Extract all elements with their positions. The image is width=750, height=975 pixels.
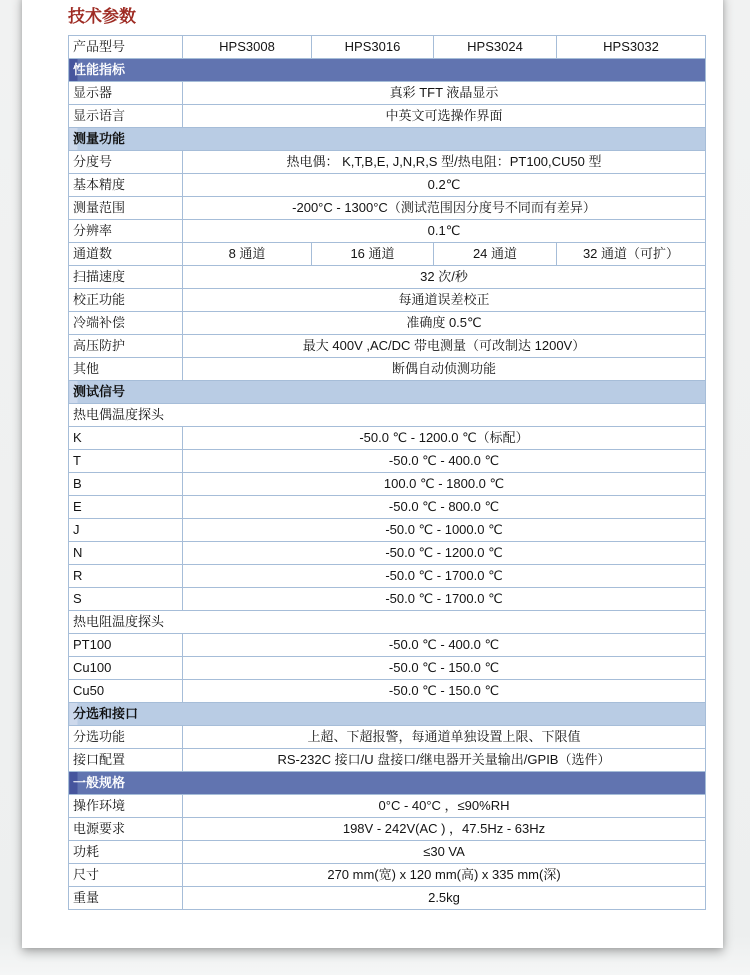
table-row: [69, 450, 706, 473]
model-cell: 8 通道: [183, 243, 312, 266]
table-row: [69, 220, 706, 243]
row-value: 270 mm(宽) x 120 mm(高) x 335 mm(深): [183, 864, 706, 887]
page-title: 技术参数: [68, 7, 136, 26]
table-row: [69, 427, 706, 450]
row-label: Cu50: [69, 680, 183, 703]
table-row: [69, 473, 706, 496]
table-row: [69, 82, 706, 105]
row-label: 产品型号: [69, 36, 183, 59]
row-value: -200°C - 1300°C（测试范围因分度号不同而有差异）: [183, 197, 706, 220]
row-label: J: [69, 519, 183, 542]
row-label: 重量: [69, 887, 183, 910]
row-value: -50.0 ℃ - 1200.0 ℃: [183, 542, 706, 565]
table-row: [69, 404, 706, 427]
table-row: [69, 818, 706, 841]
table-row: [69, 657, 706, 680]
table-row: [69, 59, 706, 82]
row-value: 0.1℃: [183, 220, 706, 243]
table-row: [69, 565, 706, 588]
row-value: 2.5kg: [183, 887, 706, 910]
table-row: [69, 749, 706, 772]
table-row: [69, 496, 706, 519]
row-value: -50.0 ℃ - 400.0 ℃: [183, 634, 706, 657]
table-row: [69, 289, 706, 312]
row-label: R: [69, 565, 183, 588]
table-row: [69, 680, 706, 703]
table-row: [69, 335, 706, 358]
table-row: [69, 519, 706, 542]
table-row: [69, 611, 706, 634]
table-row: [69, 243, 706, 266]
row-value: 100.0 ℃ - 1800.0 ℃: [183, 473, 706, 496]
table-row: [69, 358, 706, 381]
subsection-label: 热电偶温度探头: [69, 404, 706, 427]
row-label: T: [69, 450, 183, 473]
section-header: 分选和接口: [69, 703, 706, 726]
row-value: 最大 400V ,AC/DC 带电测量（可改制达 1200V）: [183, 335, 706, 358]
section-header: 测量功能: [69, 128, 706, 151]
document-page: [22, 0, 723, 948]
row-value: 198V - 242V(AC ) ，47.5Hz - 63Hz: [183, 818, 706, 841]
section-header: 一般规格: [69, 772, 706, 795]
table-row: [69, 128, 706, 151]
row-label: 高压防护: [69, 335, 183, 358]
row-label: Cu100: [69, 657, 183, 680]
table-row: [69, 887, 706, 910]
model-cell: 16 通道: [312, 243, 434, 266]
row-value: 中英文可选操作界面: [183, 105, 706, 128]
table-row: [69, 151, 706, 174]
row-label: 通道数: [69, 243, 183, 266]
row-value: -50.0 ℃ - 1000.0 ℃: [183, 519, 706, 542]
row-label: 分度号: [69, 151, 183, 174]
row-value: RS-232C 接口/U 盘接口/继电器开关量输出/GPIB（选件）: [183, 749, 706, 772]
row-value: 准确度 0.5℃: [183, 312, 706, 335]
row-label: E: [69, 496, 183, 519]
table-row: [69, 312, 706, 335]
model-cell: HPS3032: [557, 36, 706, 59]
row-label: S: [69, 588, 183, 611]
row-label: 分辨率: [69, 220, 183, 243]
row-value: 真彩 TFT 液晶显示: [183, 82, 706, 105]
table-row: [69, 841, 706, 864]
row-value: 断偶自动侦测功能: [183, 358, 706, 381]
row-label: 基本精度: [69, 174, 183, 197]
row-label: 显示语言: [69, 105, 183, 128]
row-value: -50.0 ℃ - 1700.0 ℃: [183, 588, 706, 611]
row-label: 接口配置: [69, 749, 183, 772]
spec-table: [68, 35, 706, 910]
table-row: [69, 772, 706, 795]
row-value: ≤30 VA: [183, 841, 706, 864]
model-cell: HPS3016: [312, 36, 434, 59]
row-label: B: [69, 473, 183, 496]
table-row: [69, 197, 706, 220]
row-label: 冷端补偿: [69, 312, 183, 335]
table-row: [69, 726, 706, 749]
row-value: -50.0 ℃ - 150.0 ℃: [183, 657, 706, 680]
row-value: 每通道误差校正: [183, 289, 706, 312]
row-value: -50.0 ℃ - 150.0 ℃: [183, 680, 706, 703]
row-label: 扫描速度: [69, 266, 183, 289]
row-label: 分选功能: [69, 726, 183, 749]
table-row: [69, 174, 706, 197]
row-value: 0.2℃: [183, 174, 706, 197]
table-row: [69, 36, 706, 59]
page-content: [22, 0, 723, 910]
model-cell: 32 通道（可扩）: [557, 243, 706, 266]
row-label: 电源要求: [69, 818, 183, 841]
row-label: PT100: [69, 634, 183, 657]
table-row: [69, 266, 706, 289]
row-label: N: [69, 542, 183, 565]
row-value: -50.0 ℃ - 1700.0 ℃: [183, 565, 706, 588]
row-value: 热电偶： K,T,B,E, J,N,R,S 型/热电阻：PT100,CU50 型: [183, 151, 706, 174]
table-row: [69, 864, 706, 887]
spec-table-body: [69, 36, 706, 910]
table-row: [69, 105, 706, 128]
row-value: -50.0 ℃ - 800.0 ℃: [183, 496, 706, 519]
row-value: -50.0 ℃ - 1200.0 ℃（标配）: [183, 427, 706, 450]
table-row: [69, 542, 706, 565]
row-label: 尺寸: [69, 864, 183, 887]
row-value: -50.0 ℃ - 400.0 ℃: [183, 450, 706, 473]
row-label: 其他: [69, 358, 183, 381]
row-label: K: [69, 427, 183, 450]
row-label: 显示器: [69, 82, 183, 105]
table-row: [69, 703, 706, 726]
table-row: [69, 795, 706, 818]
section-header: 测试信号: [69, 381, 706, 404]
row-label: 功耗: [69, 841, 183, 864]
section-header: 性能指标: [69, 59, 706, 82]
model-cell: HPS3024: [434, 36, 557, 59]
table-row: [69, 634, 706, 657]
row-value: 0°C - 40°C ，≤90%RH: [183, 795, 706, 818]
row-label: 校正功能: [69, 289, 183, 312]
table-row: [69, 381, 706, 404]
row-value: 32 次/秒: [183, 266, 706, 289]
row-label: 测量范围: [69, 197, 183, 220]
row-value: 上超、下超报警，每通道单独设置上限、下限值: [183, 726, 706, 749]
subsection-label: 热电阻温度探头: [69, 611, 706, 634]
row-label: 操作环境: [69, 795, 183, 818]
model-cell: HPS3008: [183, 36, 312, 59]
model-cell: 24 通道: [434, 243, 557, 266]
table-row: [69, 588, 706, 611]
